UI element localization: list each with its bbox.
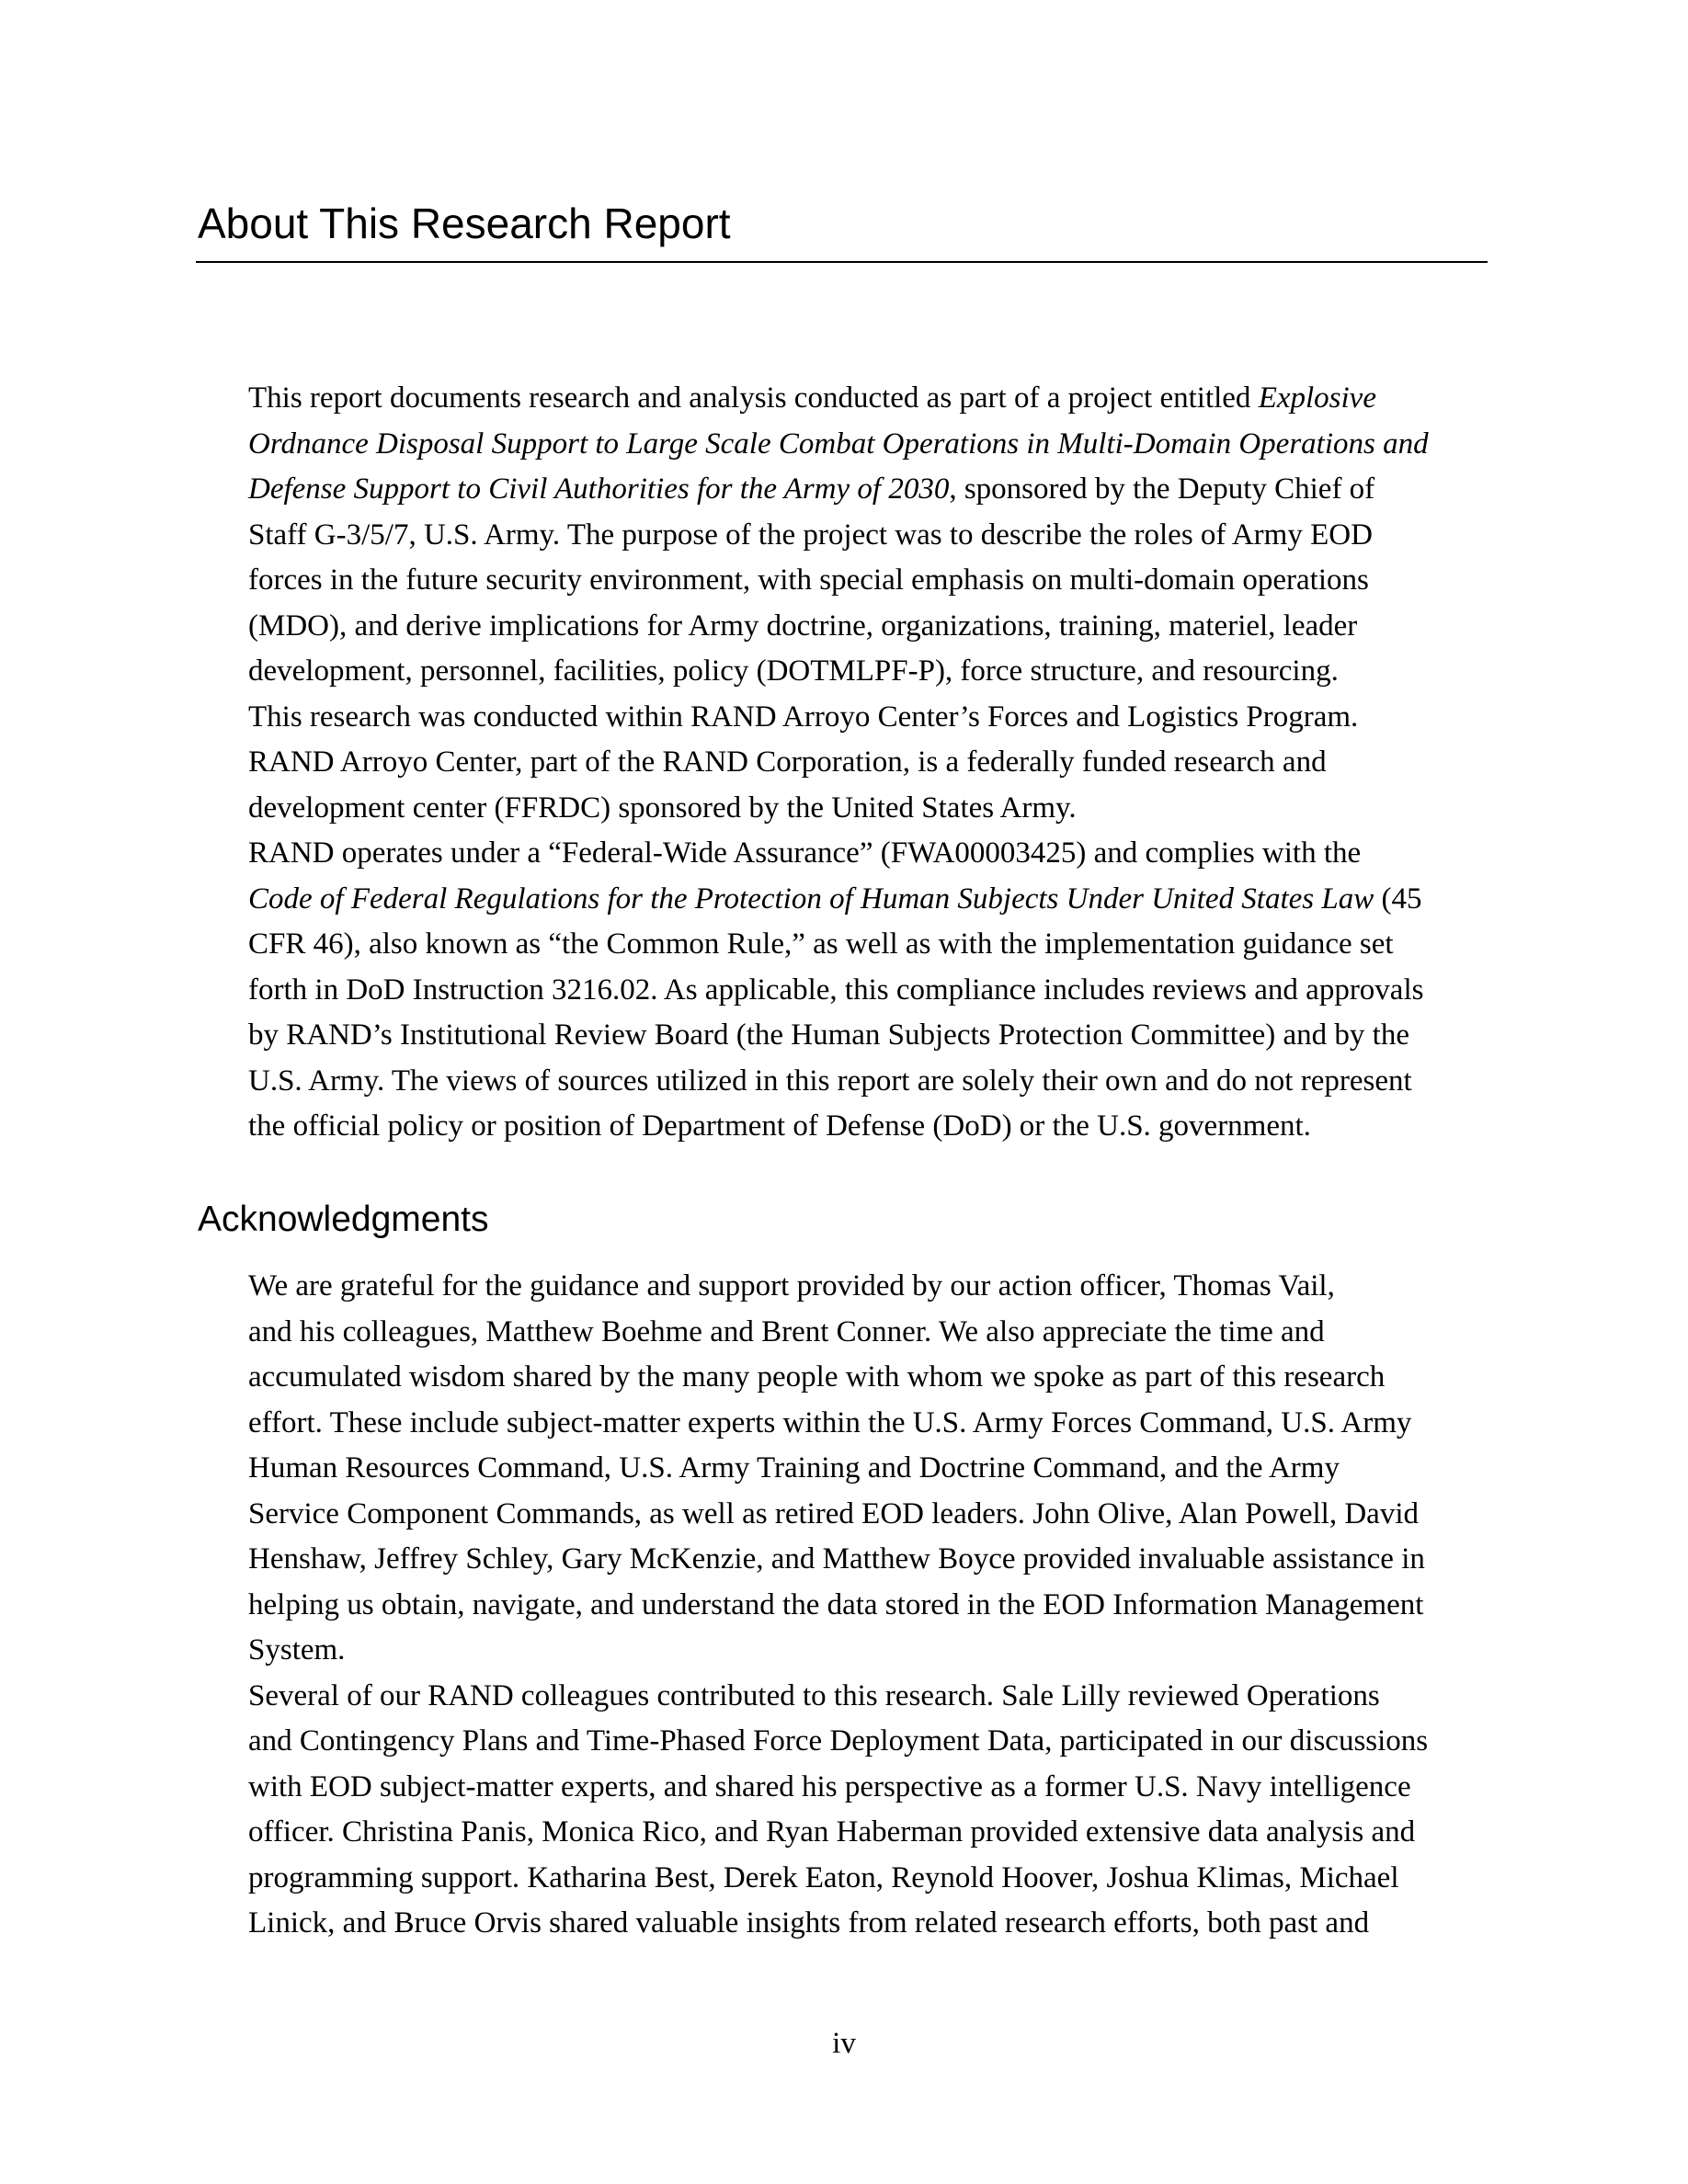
text-line: CFR 46), also known as “the Common Rule,” as well as with the implementation guidance set [248, 927, 1394, 961]
text-line: RAND Arroyo Center, part of the RAND Corporation, is a federally funded research and [248, 745, 1327, 779]
acknowledgments-paragraph-1 [198, 1264, 1489, 1674]
about-paragraph-3 [198, 831, 1489, 1150]
text-run: This report documents research and analysis conducted as part of a project entitled [248, 381, 1259, 415]
text-line [198, 422, 1489, 468]
text-run: (45 [1374, 882, 1422, 916]
text-line: Several of our RAND colleagues contributed to this research. Sale Lilly reviewed Operations [248, 1678, 1380, 1712]
text-line: and his colleagues, Matthew Boehme and Brent Conner. We also appreciate the time and [248, 1314, 1325, 1348]
text-line: System. [248, 1633, 346, 1666]
text-line: forth in DoD Instruction 3216.02. As applicable, this compliance includes reviews and approvals [248, 973, 1424, 1007]
text-line: (MDO), and derive implications for Army doctrine, organizations, training, materiel, leader [248, 609, 1358, 643]
text-line: Human Resources Command, U.S. Army Training and Doctrine Command, and the Army [248, 1451, 1340, 1484]
page-title: About This Research Report [198, 199, 731, 247]
project-title-italic: Explosive [1258, 381, 1376, 415]
text-line: Linick, and Bruce Orvis shared valuable insights from related research efforts, both past and [248, 1906, 1370, 1939]
regulation-title-italic: Code of Federal Regulations for the Protection of Human Subjects Under United States Law [248, 882, 1374, 916]
text-line: programming support. Katharina Best, Derek Eaton, Reynold Hoover, Joshua Klimas, Michael [248, 1860, 1399, 1894]
text-line: helping us obtain, navigate, and understand the data stored in the EOD Information Management [248, 1587, 1424, 1621]
text-line: development, personnel, facilities, policy (DOTMLPF-P), force structure, and resourcing. [248, 654, 1339, 688]
text-line: and Contingency Plans and Time-Phased Force Deployment Data, participated in our discussions [248, 1724, 1429, 1757]
text-line: with EOD subject-matter experts, and shared his perspective as a former U.S. Navy intelligence [248, 1769, 1411, 1803]
text-line: This research was conducted within RAND Arroyo Center’s Forces and Logistics Program. [248, 700, 1359, 734]
text-line: Service Component Commands, as well as retired EOD leaders. John Olive, Alan Powell, David [248, 1496, 1419, 1530]
text-line: U.S. Army. The views of sources utilized in this report are solely their own and do not represent [248, 1064, 1412, 1098]
text-line: accumulated wisdom shared by the many people with whom we spoke as part of this research [248, 1360, 1386, 1393]
text-line: RAND operates under a “Federal-Wide Assurance” (FWA00003425) and complies with the [248, 836, 1362, 870]
text-line: the official policy or position of Department of Defense (DoD) or the U.S. government. [248, 1109, 1311, 1143]
about-paragraph-2 [198, 695, 1489, 832]
text-line: effort. These include subject-matter experts within the U.S. Army Forces Command, U.S. Army [248, 1405, 1412, 1439]
project-title-italic: Defense Support to Civil Authorities for the Army of 2030 [248, 472, 950, 506]
about-paragraph-1 [198, 376, 1489, 695]
acknowledgments-paragraph-2 [198, 1674, 1489, 1947]
text-line: forces in the future security environment, with special emphasis on multi-domain operations [248, 563, 1369, 597]
text-run: , sponsored by the Deputy Chief of [949, 472, 1375, 506]
title-divider [196, 261, 1488, 263]
text-line [198, 376, 1489, 422]
text-line [198, 467, 1489, 513]
acknowledgments-section [198, 1264, 1489, 1947]
text-line: development center (FFRDC) sponsored by the United States Army. [248, 791, 1077, 825]
about-section [198, 376, 1489, 1150]
text-line: Henshaw, Jeffrey Schley, Gary McKenzie, and Matthew Boyce provided invaluable assistance in [248, 1542, 1425, 1575]
acknowledgments-heading: Acknowledgments [198, 1200, 489, 1239]
text-line: by RAND’s Institutional Review Board (the Human Subjects Protection Committee) and by the [248, 1018, 1409, 1052]
page-number: iv [832, 2027, 856, 2060]
project-title-italic: Ordnance Disposal Support to Large Scale Combat Operations in Multi-Domain Operations and [248, 427, 1429, 461]
text-line [198, 877, 1489, 923]
text-line: We are grateful for the guidance and support provided by our action officer, Thomas Vail, [248, 1269, 1335, 1302]
text-line: Staff G-3/5/7, U.S. Army. The purpose of the project was to describe the roles of Army EOD [248, 518, 1373, 552]
text-line: officer. Christina Panis, Monica Rico, and Ryan Haberman provided extensive data analysis and [248, 1815, 1416, 1848]
